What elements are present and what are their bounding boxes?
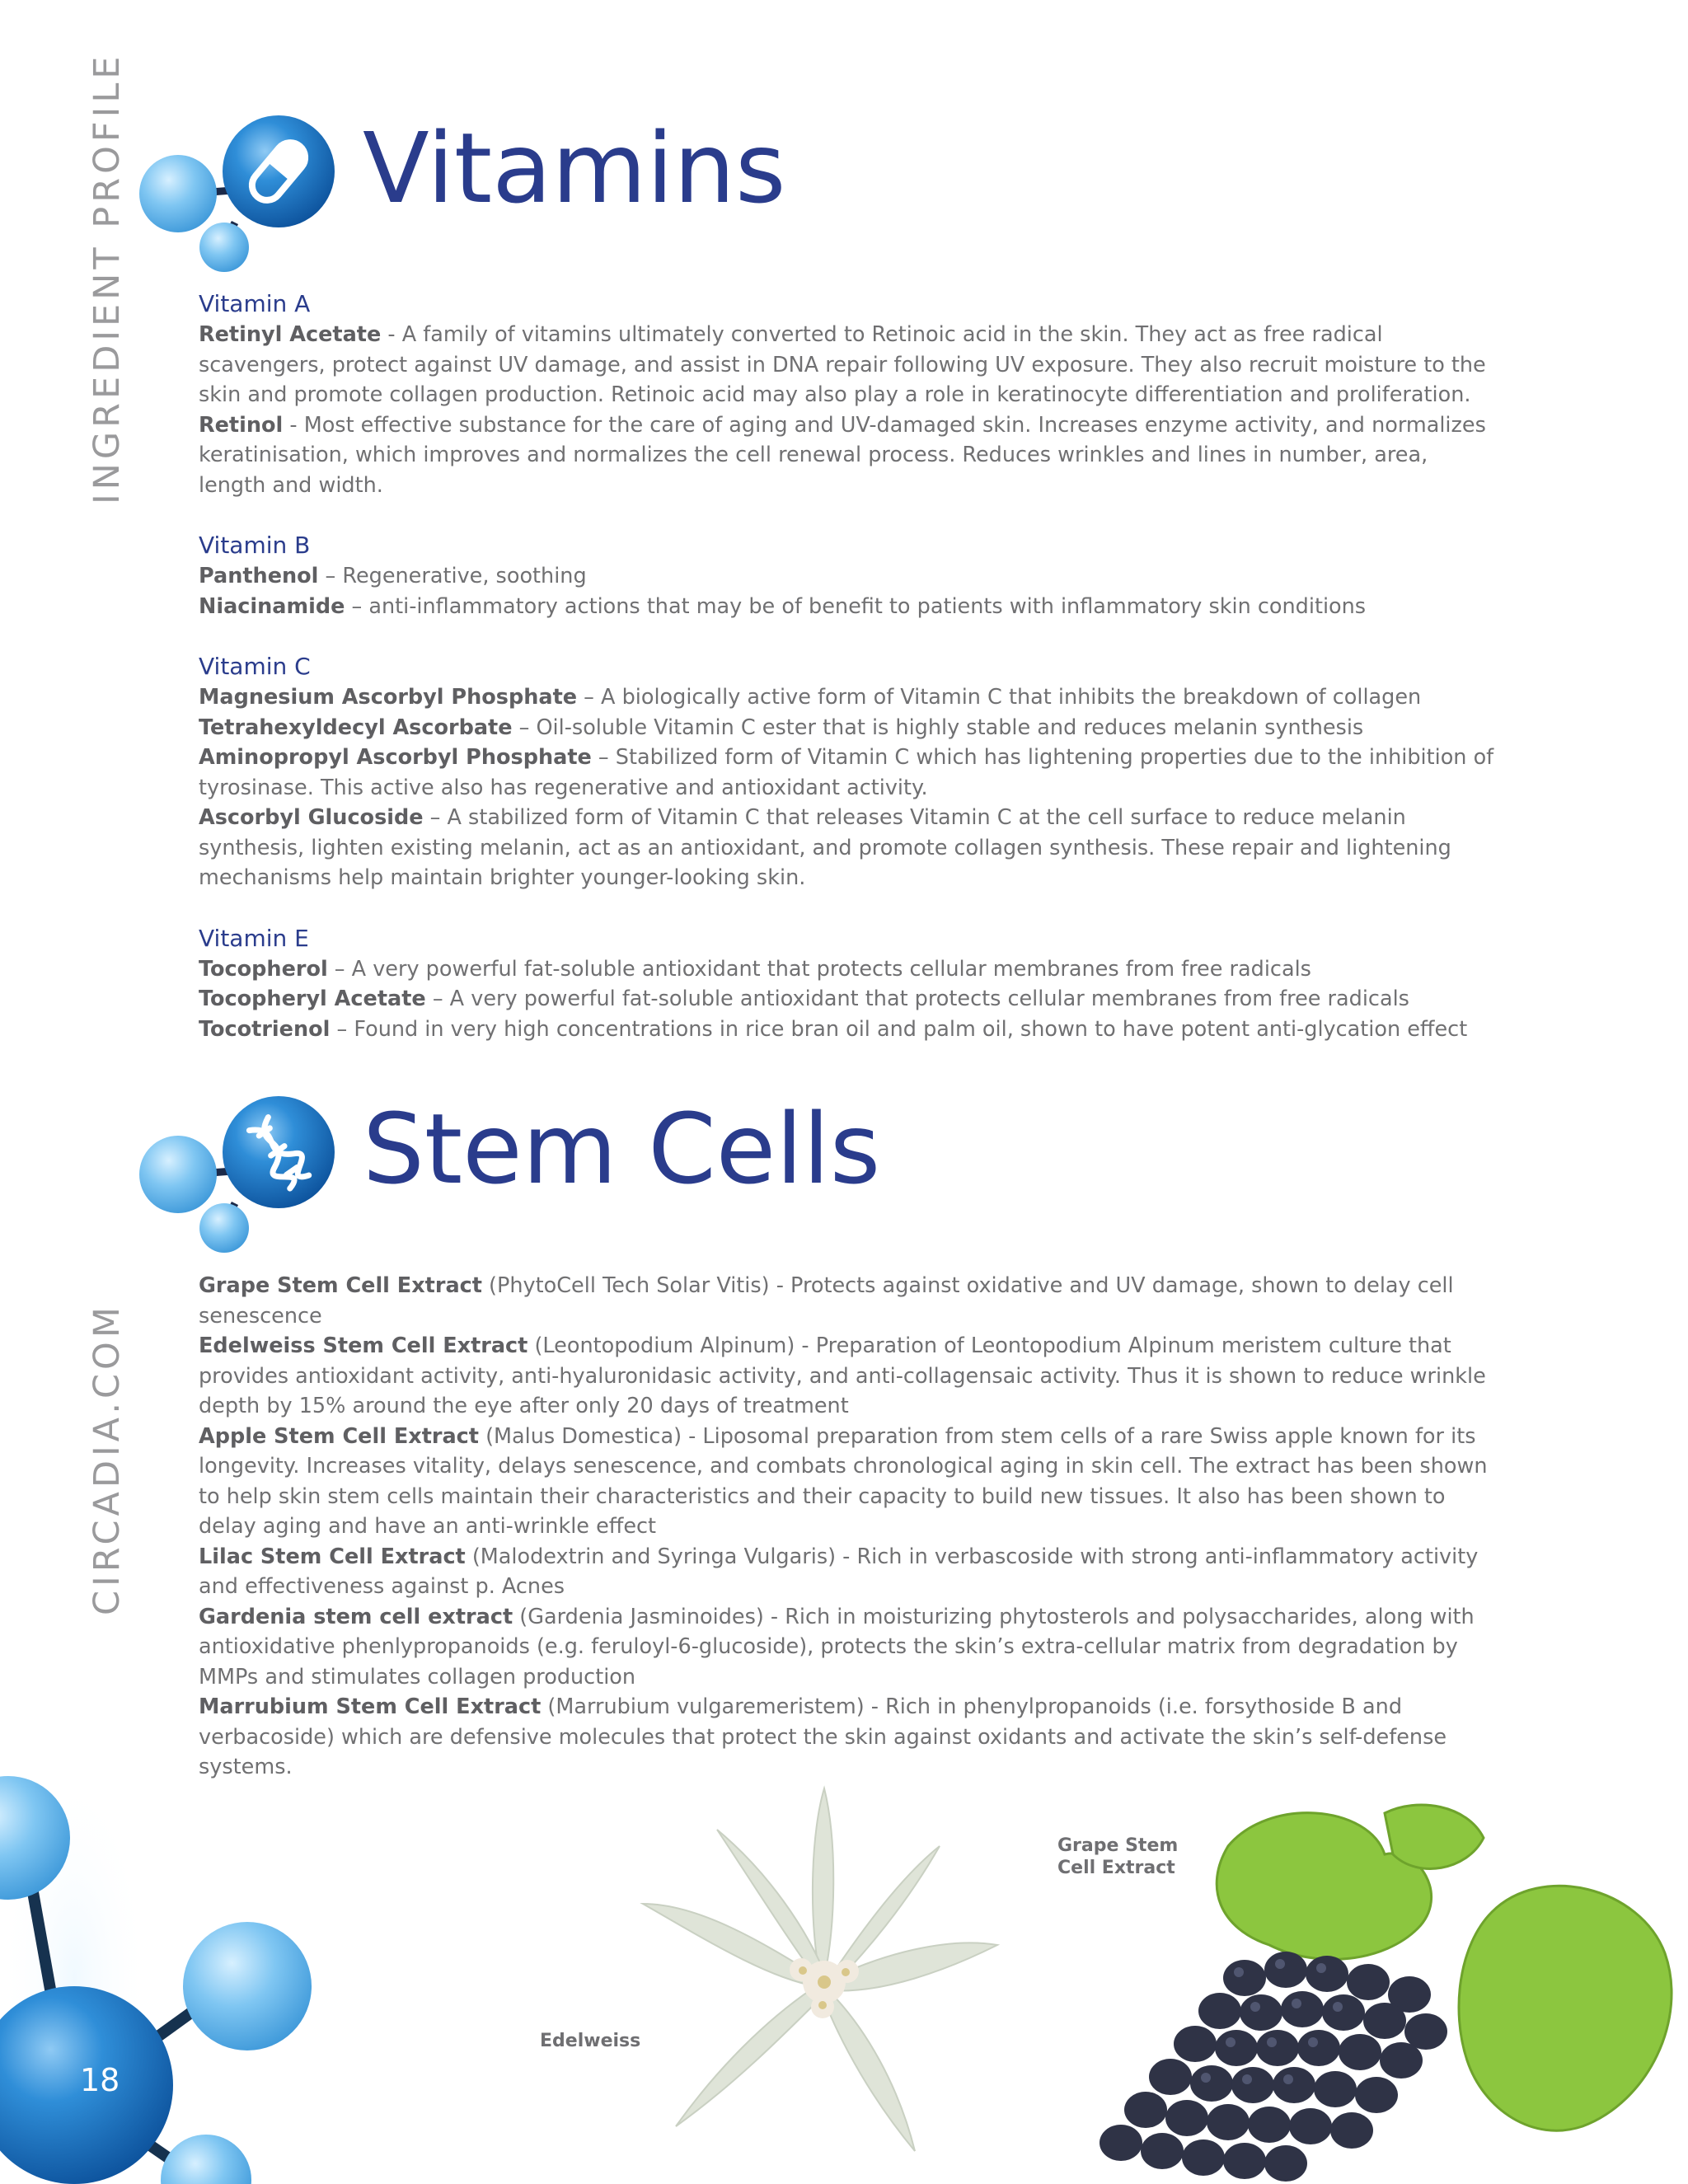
ingredient-entry bbox=[199, 1015, 1501, 1045]
side-label-ingredient-profile: INGREDIENT PROFILE bbox=[87, 52, 128, 504]
vitamins-content bbox=[199, 288, 1501, 1074]
ingredient-entry bbox=[199, 1602, 1501, 1693]
vitamins-title: Vitamins bbox=[363, 111, 786, 225]
ingredient-description: – A stabilized form of Vitamin C that releases Vitamin C at the cell surface to reduce melanin synthesis, lighten existing melanin, act as an antioxidant, and promote collagen synthesis. These repair and lightening mechanisms help maintain brighter younger-looking skin. bbox=[199, 805, 1451, 890]
ingredient-name: Gardenia stem cell extract bbox=[199, 1604, 513, 1629]
ingredient-name: Apple Stem Cell Extract bbox=[199, 1423, 479, 1449]
ingredient-entry bbox=[199, 984, 1501, 1015]
ingredient-entry bbox=[199, 954, 1501, 985]
ingredient-description: – A very powerful fat-soluble antioxidant that protects cellular membranes from free radicals bbox=[425, 987, 1409, 1011]
ingredient-name: Tocopherol bbox=[199, 956, 328, 982]
grape-label-line-2: Cell Extract bbox=[1057, 1858, 1175, 1878]
group-title: Vitamin B bbox=[199, 532, 311, 559]
ingredient-description: (Leontopodium Alpinum) - Preparation of Leontopodium Alpinum meristem culture that provides antioxidant activity, anti-hyaluronidasic activity, and anti-collagensaic activity. Thus it is shown to reduce wrinkle depth by 15% around the eye after only 20 days of treatment bbox=[199, 1333, 1486, 1418]
stem-cells-title: Stem Cells bbox=[363, 1092, 881, 1206]
ingredient-description: - A family of vitamins ultimately converted to Retinoic acid in the skin. They act as free radical scavengers, protect against UV damage, and assist in DNA repair following UV exposure. They also recruit moisture to the skin and promote collagen production. Retinoic acid may also play a role in keratinocyte differentiation and proliferation. bbox=[199, 322, 1486, 407]
group-title: Vitamin E bbox=[199, 924, 309, 952]
ingredient-entry bbox=[199, 592, 1501, 622]
page-number: 18 bbox=[80, 2062, 120, 2098]
ingredient-name: Ascorbyl Glucoside bbox=[199, 805, 424, 830]
ingredient-entry bbox=[199, 561, 1501, 592]
ingredient-description: (Marrubium vulgaremeristem) - Rich in phenylpropanoids (i.e. forsythoside B and verbacoside) which are defensive molecules that protect the skin against oxidants and activate the skin’s self-defense systems. bbox=[199, 1694, 1447, 1779]
ingredient-entry bbox=[199, 410, 1501, 501]
ingredient-description: – Found in very high concentrations in rice bran oil and palm oil, shown to have potent anti-glycation effect bbox=[330, 1016, 1468, 1042]
ingredient-description: (PhytoCell Tech Solar Vitis) - Protects against oxidative and UV damage, shown to delay cell senescence bbox=[199, 1273, 1454, 1329]
ingredient-name: Tetrahexyldecyl Ascorbate bbox=[199, 715, 513, 740]
ingredient-name: Tocotrienol bbox=[199, 1016, 331, 1042]
ingredient-entry bbox=[199, 1542, 1501, 1602]
group-title: Vitamin C bbox=[199, 653, 311, 680]
grape-label-line-1: Grape Stem bbox=[1057, 1835, 1179, 1856]
ingredient-name: Grape Stem Cell Extract bbox=[199, 1273, 482, 1298]
ingredient-name: Niacinamide bbox=[199, 593, 345, 619]
ingredient-description: – A biologically active form of Vitamin C that inhibits the breakdown of collagen bbox=[577, 685, 1422, 710]
ingredient-description: (Gardenia Jasminoides) - Rich in moisturizing phytosterols and polysaccharides, along with antioxidative phenlypropanoids (e.g. feruloyl-6-glucoside), protects the skin’s extra-cellular matrix from degradation by MMPs and stimulates collagen production bbox=[199, 1604, 1475, 1690]
ingredient-name: Lilac Stem Cell Extract bbox=[199, 1544, 466, 1569]
ingredient-entry bbox=[199, 803, 1501, 893]
vitamin-group-e bbox=[199, 923, 1501, 1045]
ingredient-name: Marrubium Stem Cell Extract bbox=[199, 1694, 542, 1719]
ingredient-entry bbox=[199, 1271, 1501, 1331]
ingredient-entry bbox=[199, 682, 1501, 713]
ingredient-name: Retinol bbox=[199, 412, 284, 438]
ingredient-name: Aminopropyl Ascorbyl Phosphate bbox=[199, 745, 592, 770]
ingredient-description: – Oil-soluble Vitamin C ester that is highly stable and reduces melanin synthesis bbox=[512, 715, 1364, 740]
molecule-decoration bbox=[0, 1772, 346, 2184]
stem-cells-header bbox=[132, 1080, 1121, 1261]
ingredient-description: – anti-inflammatory actions that may be of benefit to patients with inflammatory skin conditions bbox=[345, 593, 1367, 619]
pill-icon bbox=[132, 99, 346, 280]
ingredient-description: – A very powerful fat-soluble antioxidant that protects cellular membranes from free radicals bbox=[327, 956, 1311, 982]
ingredient-description: - Most effective substance for the care of aging and UV-damaged skin. Increases enzyme activity, and normalizes keratinisation, which improves and normalizes the cell renewal process. Reduces wrinkles and lines in number, area, length and width. bbox=[199, 412, 1486, 498]
ingredient-name: Panthenol bbox=[199, 564, 319, 588]
ingredient-description: – Stabilized form of Vitamin C which has lightening properties due to the inhibition of tyrosinase. This active also has regenerative and antioxidant activity. bbox=[199, 745, 1494, 800]
ingredient-entry bbox=[199, 1692, 1501, 1783]
ingredient-entry bbox=[199, 743, 1501, 803]
ingredient-description: (Malodextrin and Syringa Vulgaris) - Rich in verbascoside with strong anti-inflammatory activity and effectiveness against p. Acnes bbox=[199, 1544, 1479, 1599]
group-title: Vitamin A bbox=[199, 290, 311, 317]
ingredient-entry bbox=[199, 1331, 1501, 1422]
ingredient-description: (Malus Domestica) - Liposomal preparation from stem cells of a rare Swiss apple known for its longevity. Increases vitality, delays senescence, and combats chronological aging in skin cell. The extract has been shown to help skin stem cells maintain their characteristics and their capacity to build new tissues. It also has been shown to delay aging and have an anti-wrinkle effect bbox=[199, 1423, 1488, 1539]
ingredient-entry bbox=[199, 1422, 1501, 1542]
stem-cells-content bbox=[199, 1271, 1501, 1783]
edelweiss-label: Edelweiss bbox=[540, 2031, 641, 2051]
ingredient-entry bbox=[199, 320, 1501, 410]
side-label-website: CIRCADIA.COM bbox=[87, 1303, 128, 1615]
vitamin-group-c bbox=[199, 651, 1501, 893]
ingredient-description: – Regenerative, soothing bbox=[318, 564, 587, 588]
ingredient-name: Retinyl Acetate bbox=[199, 322, 382, 347]
vitamins-header bbox=[132, 99, 1121, 280]
grape-label bbox=[1057, 1835, 1178, 1879]
dna-icon bbox=[132, 1080, 346, 1261]
vitamin-group-b bbox=[199, 530, 1501, 621]
ingredient-name: Magnesium Ascorbyl Phosphate bbox=[199, 685, 578, 710]
vitamin-group-a bbox=[199, 288, 1501, 500]
ingredient-entry bbox=[199, 713, 1501, 743]
ingredient-name: Edelweiss Stem Cell Extract bbox=[199, 1333, 528, 1358]
ingredient-name: Tocopheryl Acetate bbox=[199, 987, 426, 1011]
